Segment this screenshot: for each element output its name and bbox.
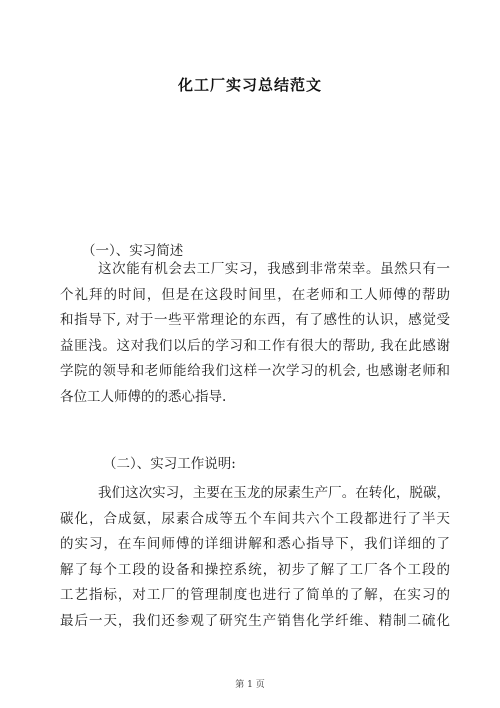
paragraph-line: 解了每个工段的设备和操控系统，初步了解了工厂各个工段的 [60,561,450,578]
paragraph-line: 学院的领导和老师能给我们这样一次学习的机会, 也感谢老师和 [60,363,450,379]
paragraph-work-description [60,481,450,634]
paragraph-line: 工艺指标，对工厂的管理制度也进行了简单的了解，在实习的 [60,587,450,603]
section-heading-work-description: （二）、实习工作说明: [103,456,236,472]
paragraph-line: 最后一天，我们还参观了研究生产销售化学纤维、精制二硫化 [60,612,450,629]
paragraph-line: 个礼拜的时间，但是在这段时间里，在老师和工人师傅的帮助 [60,286,450,303]
document-title: 化工厂实习总结范文 [177,76,322,94]
paragraph-line: 的实习，在车间师傅的详细讲解和悉心指导下，我们详细的了 [60,536,450,552]
paragraph-line: 和指导下, 对于一些平常理论的东西，有了感性的认识，感觉受 [60,312,450,328]
paragraph-line: 各位工人师傅的的悉心指导. [60,388,227,405]
page-number: 第 1 页 [235,680,265,690]
paragraph-line: 碳化，合成氨，尿素合成等五个车间共六个工段都进行了半天 [60,510,450,527]
paragraph-overview [60,257,450,410]
paragraph-line: 这次能有机会去工厂实习，我感到非常荣幸。虽然只有一 [98,261,450,277]
paragraph-line: 益匪浅。这对我们以后的学习和工作有很大的帮助, 我在此感谢 [60,337,450,354]
section-heading-overview: （一）、实习简述 [82,243,184,259]
paragraph-line: 我们这次实习，主要在玉龙的尿素生产厂。在转化，脱碳， [98,485,450,501]
